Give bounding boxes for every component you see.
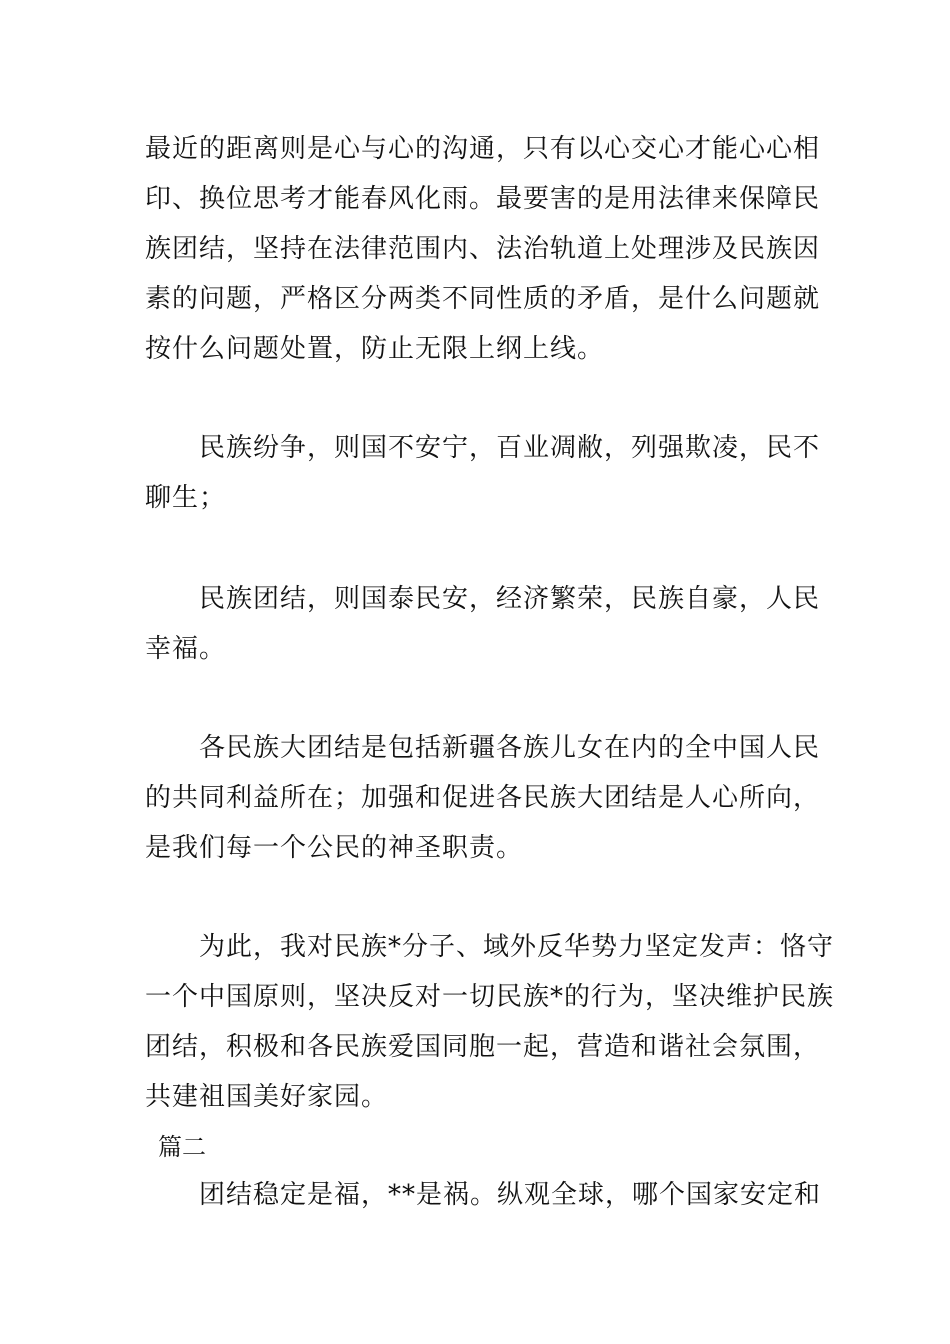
paragraph-line: 共建祖国美好家园。 <box>145 1082 389 1112</box>
paragraph-6 <box>145 1170 822 1220</box>
paragraph-line: 团结稳定是福，**是祸。纵观全球，哪个国家安定和 <box>199 1180 822 1210</box>
paragraph-line: 素的问题，严格区分两类不同性质的矛盾，是什么问题就 <box>145 284 821 314</box>
paragraph-line: 幸福。 <box>145 634 227 664</box>
paragraph-line: 团结，积极和各民族爱国同胞一起，营造和谐社会氛围， <box>145 1032 821 1062</box>
paragraph-line: 的共同利益所在；加强和促进各民族大团结是人心所向， <box>145 783 821 813</box>
paragraph-line: 是我们每一个公民的神圣职责。 <box>145 833 524 863</box>
section-heading: 篇二 <box>158 1133 206 1161</box>
paragraph-line: 聊生； <box>145 483 227 513</box>
paragraph-1 <box>145 124 821 374</box>
paragraph-line: 民族团结，则国泰民安，经济繁荣，民族自豪，人民 <box>199 584 821 614</box>
paragraph-line: 民族纷争，则国不安宁，百业凋敝，列强欺凌，民不 <box>199 433 821 463</box>
paragraph-line: 最近的距离则是心与心的沟通，只有以心交心才能心心相 <box>145 134 821 164</box>
paragraph-4 <box>145 723 821 873</box>
paragraph-5 <box>145 922 835 1122</box>
paragraph-line: 为此，我对民族*分子、域外反华势力坚定发声：恪守 <box>199 932 835 962</box>
paragraph-line: 按什么问题处置，防止无限上纲上线。 <box>145 334 605 364</box>
paragraph-2 <box>145 423 821 523</box>
paragraph-line: 各民族大团结是包括新疆各族儿女在内的全中国人民 <box>199 733 821 763</box>
paragraph-line: 印、换位思考才能春风化雨。最要害的是用法律来保障民 <box>145 184 821 214</box>
paragraph-3 <box>145 574 821 674</box>
paragraph-line: 一个中国原则，坚决反对一切民族*的行为，坚决维护民族 <box>145 982 835 1012</box>
paragraph-line: 族团结，坚持在法律范围内、法治轨道上处理涉及民族因 <box>145 234 821 264</box>
